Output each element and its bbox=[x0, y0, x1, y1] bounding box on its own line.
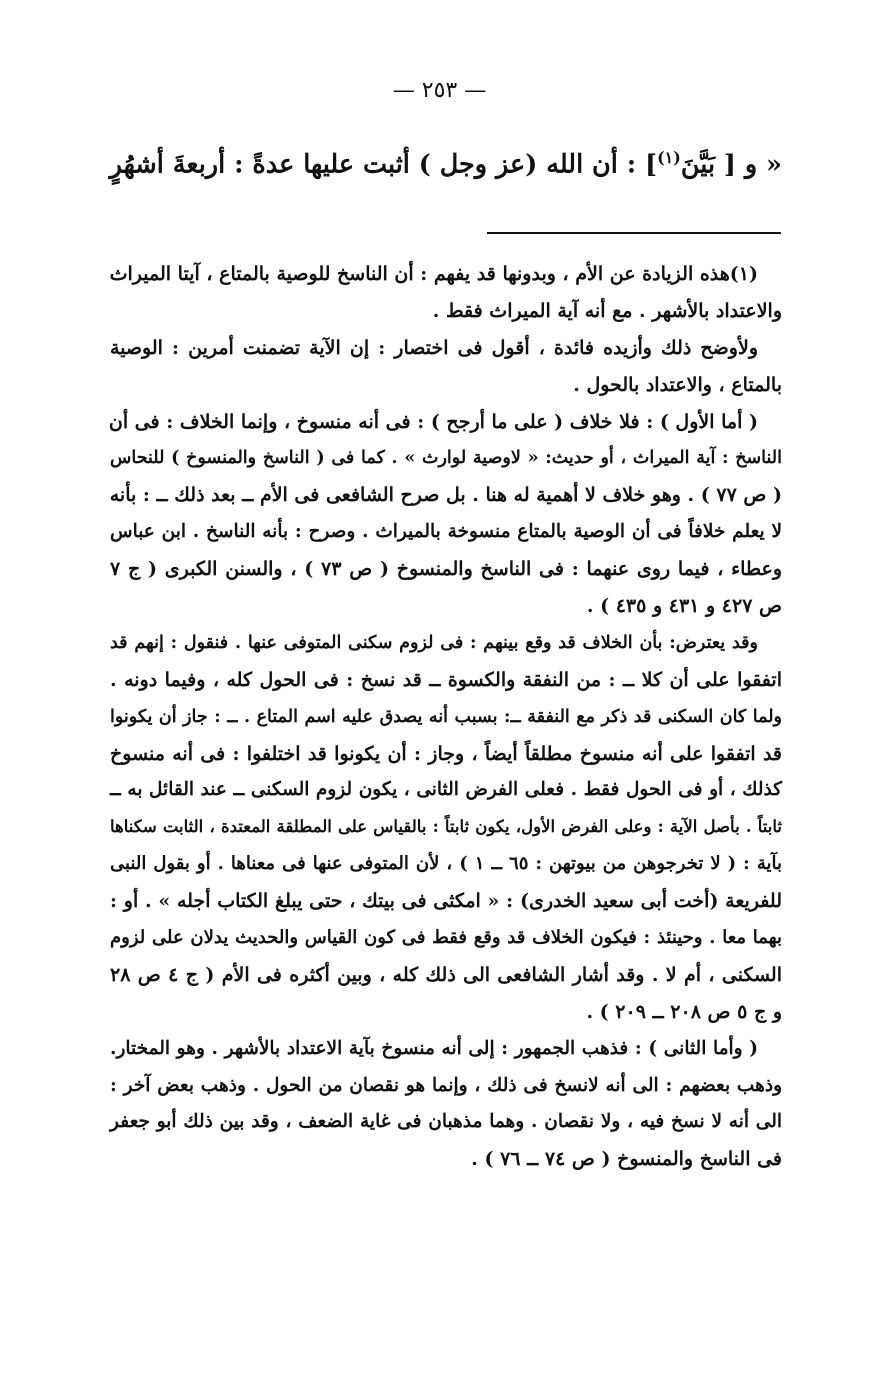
footnote-line: وعطاء ، فيما روى عنهما : فى الناسخ والمنسوخ ( ص ٧٣ ) ، والسنن الكبرى ( ج ٧ bbox=[110, 558, 782, 581]
footnote-paragraph bbox=[110, 330, 782, 404]
footnote-line: وذهب بعضهم : الى أنه لانسخ فى ذلك ، وإنما هو نقصان من الحول . وذهب بعض آخر : bbox=[110, 1074, 782, 1096]
footnote-line: بالمتاع ، والاعتداد بالحول . bbox=[573, 373, 782, 396]
footnote-line: الناسخ : آية الميراث ، أو حديث: « لاوصية لوارث » . كما فى ( الناسخ والمنسوخ ) للنحاس bbox=[110, 448, 782, 469]
footnote-paragraph bbox=[110, 1031, 782, 1179]
main-text-before-note: « و [ بَيَّنَ bbox=[680, 149, 782, 180]
footnote-line: قد اتفقوا على أنه منسوخ مطلقاً أيضاً ، وجاز : أن يكونوا قد اختلفوا : فى أنه منسوخ bbox=[110, 742, 782, 765]
footnote-separator-rule bbox=[487, 232, 781, 234]
footnote-reference-mark: (١) bbox=[657, 148, 681, 167]
footnote-line: و ج ٥ ص ٢٠٨ ــ ٢٠٩ ) . bbox=[586, 1000, 782, 1023]
footnote-line: (١)هذه الزيادة عن الأم ، وبدونها قد يفهم : أن الناسخ للوصية بالمتاع ، آيتا الميراث bbox=[109, 263, 758, 285]
footnote-line: ( أما الأول ) : فلا خلاف ( على ما أرجح ) : فى أنه منسوخ ، وإنما الخلاف : فى أن bbox=[108, 410, 758, 433]
footnote-line: بآية : ( لا تخرجوهن من بيوتهن : ٦٥ ــ ١ ) ، لأن المتوفى عنها فى معناها . أو بقول النبى bbox=[110, 853, 782, 875]
footnote-paragraph bbox=[110, 256, 782, 330]
footnote-line: للفريعة (أخت أبى سعيد الخدرى) : « امكثى فى بيتك ، حتى يبلغ الكتاب أجله » . أو : bbox=[110, 890, 782, 913]
footnote-line: وقد يعترض: بأن الخلاف قد وقع بينهم : فى لزوم سكنى المتوفى عنها . فنقول : إنهم قد bbox=[110, 632, 758, 653]
footnote-line: لا يعلم خلافاً فى أن الوصية بالمتاع منسوخة بالميراث . وصرح : بأنه الناسخ . ابن عباس bbox=[110, 521, 782, 543]
main-text-line bbox=[110, 148, 782, 180]
main-text-after-note: ] : أن الله (عز وجل ) أثبت عليها عدةً : أربعةَ أشهُرٍ bbox=[109, 149, 658, 180]
footnote-line: ( وأما الثانى ) : فذهب الجمهور : إلى أنه منسوخ بآية الاعتداد بالأشهر . وهو المختار. bbox=[110, 1037, 758, 1059]
footnotes-block bbox=[110, 256, 782, 1178]
footnote-line: كذلك ، أو فى الحول فقط . فعلى الفرض الثانى ، يكون لزوم السكنى ــ عند القائل به ــ bbox=[110, 779, 782, 801]
footnote-line: ( ص ٧٧ ) . وهو خلاف لا أهمية له هنا . بل صرح الشافعى فى الأم ــ بعد ذلك ــ : بأنه bbox=[109, 484, 782, 507]
footnote-line: السكنى ، أم لا . وقد أشار الشافعى الى ذلك كله ، وبين أكثره فى الأم ( ج ٤ ص ٢٨ bbox=[110, 963, 783, 986]
footnote-paragraph bbox=[110, 404, 782, 625]
footnote-line: الى أنه لا نسخ فيه ، ولا نقصان . وهما مذهبان فى غاية الضعف ، وقد بين ذلك أبو جعفر bbox=[110, 1111, 782, 1133]
footnote-line: فى الناسخ والمنسوخ ( ص ٧٤ ــ ٧٦ ) . bbox=[471, 1148, 782, 1171]
footnote-line: بهما معا . وحينئذ : فيكون الخلاف قد وقع فقط فى كون القياس والحديث يدلان على لزوم bbox=[110, 927, 782, 949]
footnote-line: ولما كان السكنى قد ذكر مع النفقة ــ: بسبب أنه يصدق عليه اسم المتاع . ــ : جاز أن يكونوا bbox=[110, 706, 782, 727]
footnote-line: ولأوضح ذلك وأزيده فائدة ، أقول فى اختصار : إن الآية تضمنت أمرين : الوصية bbox=[110, 336, 758, 359]
footnote-paragraph bbox=[110, 625, 782, 1031]
footnote-line: والاعتداد بالأشهر . مع أنه آية الميراث فقط . bbox=[432, 299, 782, 322]
footnote-line: ص ٤٢٧ و ٤٣١ و ٤٣٥ ) . bbox=[586, 595, 782, 618]
page-number: — ٢٥٣ — bbox=[392, 78, 487, 103]
footnote-line: اتفقوا على أن كلا ــ : من النفقة والكسوة ــ قد نسخ : فى الحول كله ، وفيما دونه . bbox=[110, 668, 782, 691]
footnote-line: ثابتاً . بأصل الآية : وعلى الفرض الأول، يكون ثابتاً : بالقياس على المطلقة المعتدة ، الثابت سكناها bbox=[110, 817, 782, 837]
